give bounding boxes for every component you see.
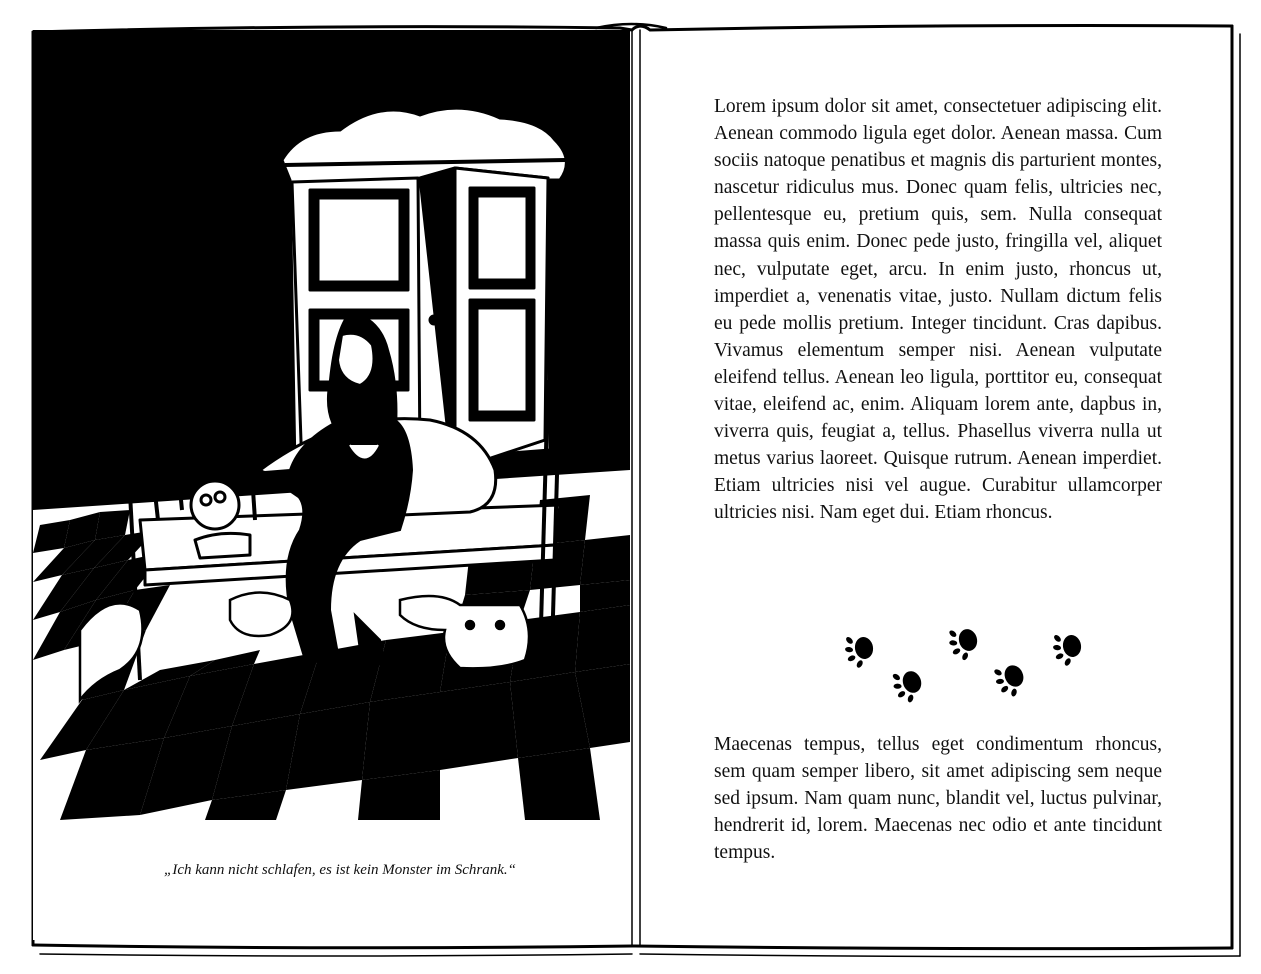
body-paragraph-2: Maecenas tempus, tellus eget condimentum rhoncus, sem quam semper libero, sit amet adipiscing sem neque sed ipsum. Nam quam nunc, blandit vel, luctus pulvinar, hendrerit id, lorem. Maecenas nec odio et ante tincidunt tempus. <box>714 734 1162 864</box>
body-paragraph-1: Lorem ipsum dolor sit amet, consectetuer adipiscing elit. Aenean commodo ligula eget dolor. Aenean massa. Cum sociis natoque penatibus et magnis dis parturient montes, nascetur ridiculus mus. Donec quam felis, ultricies nec, pellentesque eu, pretium quis, sem. Nulla consequat massa quis enim. Donec pede justo, fringilla vel, aliquet nec, vulputate eget, arcu. In enim justo, rhoncus ut, imperdiet a, venenatis vitae, justo. Nullam dictum felis eu pede mollis pretium. Integer tincidunt. Cras dapibus. Vivamus elementum semper nisi. Aenean vulputate eleifend tellus. Aenean leo ligula, porttitor eu, consequat vitae, eleifend ac, enim. Aliquam lorem ante, dapbus in, viverra quis, feugiat a, tellus. Phasellus viverra nulla ut metus varius laoreet. Quisque rutrum. Aenean imperdiet. Etiam ultricies nisi vel augue. Curabitur ullamcorper ultricies nisi. Nam eget dui. Etiam rhoncus. <box>714 96 1162 524</box>
wardrobe <box>282 108 566 470</box>
illustration <box>33 30 630 940</box>
illustration-caption: „Ich kann nicht schlafen, es ist kein Monster im Schrank.“ <box>163 862 517 878</box>
lower-page-area <box>33 820 630 940</box>
paw-prints-icon <box>842 623 1084 707</box>
